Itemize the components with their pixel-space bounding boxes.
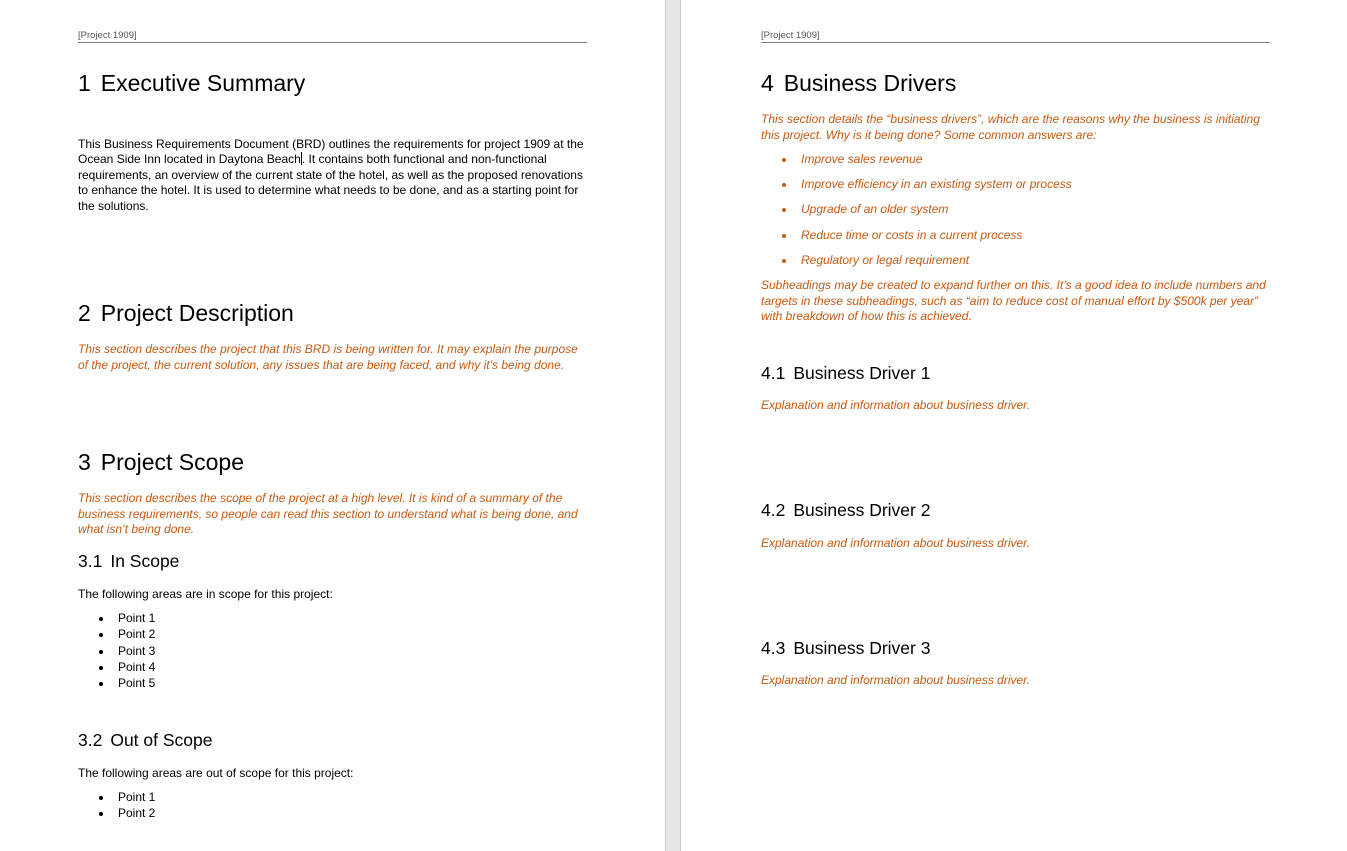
list-item[interactable]: Regulatory or legal requirement [761, 253, 1072, 278]
bullet-icon [99, 633, 103, 637]
bullet-icon [782, 158, 786, 162]
list-item[interactable]: Point 3 [78, 643, 155, 659]
heading-business-drivers: 4 Business Drivers [761, 70, 957, 96]
bullet-icon [782, 208, 786, 212]
list-item[interactable]: Point 2 [78, 805, 155, 821]
out-of-scope-intro[interactable]: The following areas are out of scope for this project: [78, 766, 354, 780]
bullet-icon [99, 682, 103, 686]
document-page-left[interactable] [0, 0, 665, 851]
bullet-icon [782, 234, 786, 238]
header-rule [78, 42, 587, 43]
list-item[interactable]: Point 1 [78, 610, 155, 626]
list-item[interactable]: Upgrade of an older system [761, 202, 1072, 227]
out-of-scope-list [78, 789, 155, 822]
heading-project-description: 2 Project Description [78, 300, 294, 326]
in-scope-intro[interactable]: The following areas are in scope for this project: [78, 587, 333, 601]
in-scope-list [78, 610, 155, 691]
list-item[interactable]: Point 4 [78, 659, 155, 675]
list-item[interactable]: Improve efficiency in an existing system or process [761, 177, 1072, 202]
business-drivers-subheading-guidance[interactable]: Subheadings may be created to expand further on this. It’s a good idea to include numbers and targets in these subheadings, such as “aim to reduce cost of manual effort by $500k per year” with breakdown of how this is achieved. [761, 278, 1266, 323]
bullet-icon [99, 666, 103, 670]
business-driver-3-guidance[interactable]: Explanation and information about business driver. [761, 673, 1031, 687]
list-item[interactable]: Point 1 [78, 789, 155, 805]
bullet-icon [782, 183, 786, 187]
document-page-right[interactable] [681, 0, 1347, 851]
project-description-guidance[interactable]: This section describes the project that this BRD is being written for. It may explain the purpose of the project, the current solution, any issues that are being faced, and why it’s being done. [78, 342, 578, 372]
heading-business-driver-2: 4.2 Business Driver 2 [761, 500, 931, 520]
executive-summary-paragraph[interactable]: This Business Requirements Document (BRD) outlines the requirements for project 1909 at the Ocean Side Inn located in Daytona Beach. It contains both functional and non-functional requirements, an overview of the current state of the hotel, as well as the proposed renovations to enhance the hotel. It is used to determine what needs to be done, and as a starting point for the solutions. [78, 137, 584, 213]
heading-project-scope: 3 Project Scope [78, 449, 244, 475]
bullet-icon [99, 617, 103, 621]
list-item[interactable]: Reduce time or costs in a current process [761, 228, 1072, 253]
business-drivers-guidance[interactable]: This section details the “business drivers”, which are the reasons why the business is initiating this project. Why is it being done? Some common answers are: [761, 112, 1260, 142]
page-header-text: [Project 1909] [78, 30, 137, 41]
bullet-icon [782, 259, 786, 263]
business-driver-2-guidance[interactable]: Explanation and information about business driver. [761, 536, 1031, 550]
bullet-icon [99, 796, 103, 800]
header-rule [761, 42, 1270, 43]
list-item[interactable]: Point 2 [78, 626, 155, 642]
business-driver-1-guidance[interactable]: Explanation and information about business driver. [761, 398, 1031, 412]
heading-business-driver-1: 4.1 Business Driver 1 [761, 363, 931, 383]
project-scope-guidance[interactable]: This section describes the scope of the project at a high level. It is kind of a summary of the business requirements, so people can read this section to understand what is being done, and what isn’t being done. [78, 491, 578, 536]
list-item[interactable]: Point 5 [78, 675, 155, 691]
heading-out-of-scope: 3.2 Out of Scope [78, 730, 213, 750]
page-header-text: [Project 1909] [761, 30, 820, 41]
heading-business-driver-3: 4.3 Business Driver 3 [761, 638, 931, 658]
list-item[interactable]: Improve sales revenue [761, 152, 1072, 177]
page-gap [665, 0, 681, 851]
bullet-icon [99, 812, 103, 816]
bullet-icon [99, 650, 103, 654]
heading-in-scope: 3.1 In Scope [78, 551, 180, 571]
business-drivers-list [761, 152, 1072, 278]
heading-executive-summary: 1 Executive Summary [78, 70, 306, 96]
